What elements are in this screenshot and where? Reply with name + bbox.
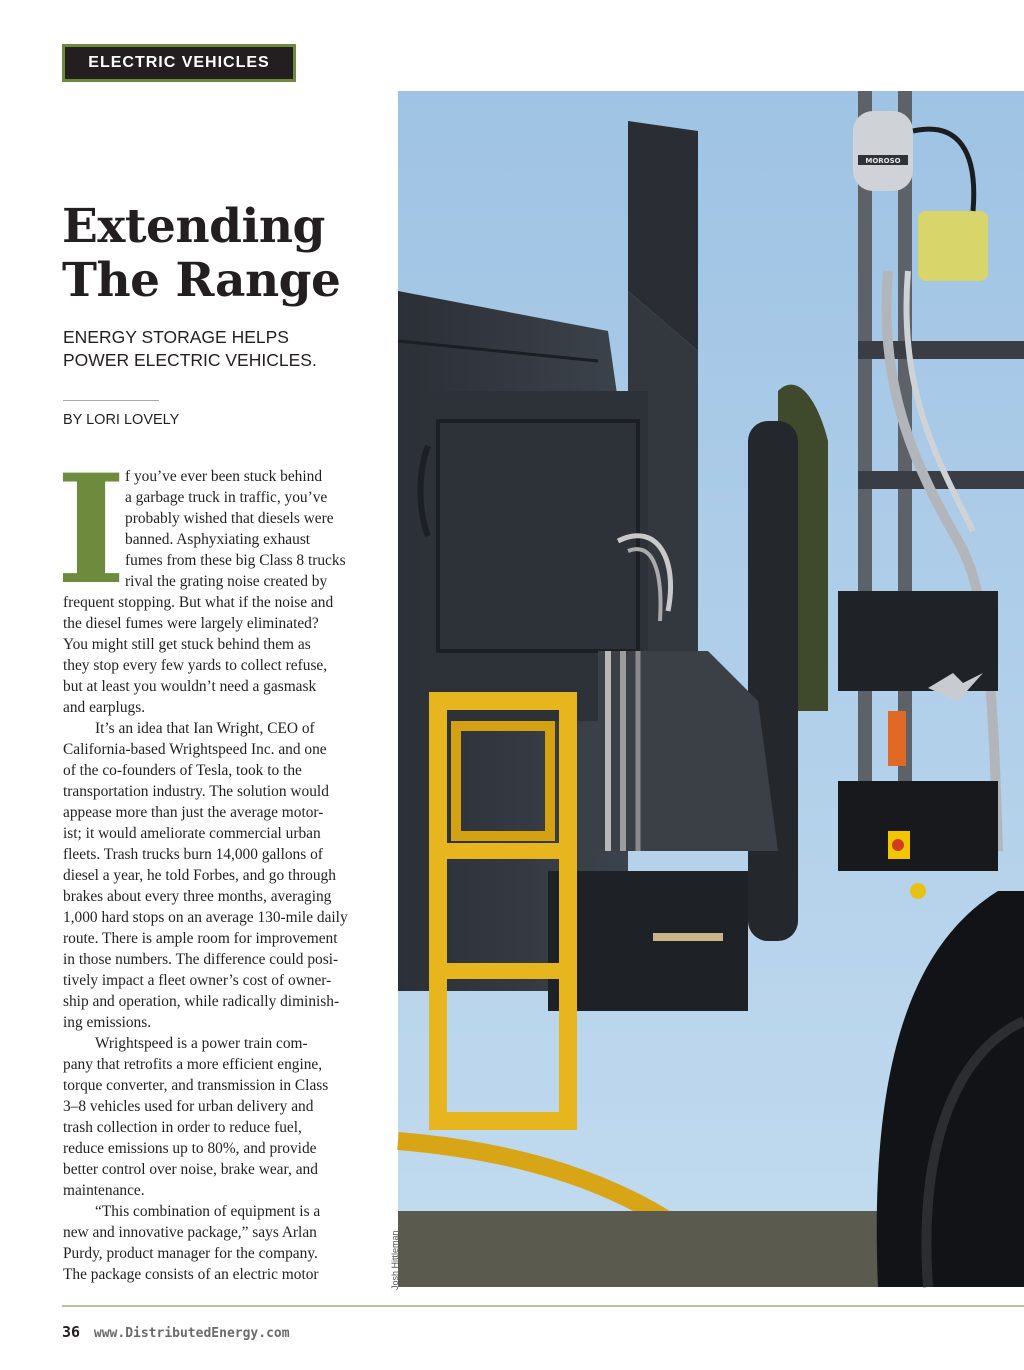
body-line: torque converter, and transmission in Class [63, 1077, 329, 1094]
body-line: f you’ve ever been stuck behind [125, 468, 323, 485]
body-line: but at least you wouldn’t need a gasmask [63, 678, 317, 695]
article-title [62, 200, 392, 308]
body-line: ing emissions. [63, 1014, 152, 1031]
page-footer [62, 1323, 290, 1341]
body-line: The package consists of an electric motor [63, 1266, 319, 1283]
body-line: Purdy, product manager for the company. [63, 1245, 318, 1262]
body-line: new and innovative package,” says Arlan [63, 1224, 317, 1241]
body-line: route. There is ample room for improvement [63, 930, 338, 947]
body-line: ship and operation, while radically diminish- [63, 993, 340, 1010]
canister-badge: MOROSO [865, 157, 901, 165]
body-line: 1,000 hard stops on an average 130-mile daily [63, 909, 348, 926]
body-line: California-based Wrightspeed Inc. and one [63, 741, 327, 758]
deck-line-1: ENERGY STORAGE HELPS [63, 327, 289, 347]
body-line: It’s an idea that Ian Wright, CEO of [95, 720, 315, 737]
title-line-2: The Range [62, 253, 341, 308]
body-line: and earplugs. [63, 699, 146, 716]
body-line: they stop every few yards to collect refuse, [63, 657, 328, 674]
body-line: the diesel fumes were largely eliminated? [63, 615, 319, 632]
body-line: You might still get stuck behind them as [63, 636, 311, 653]
byline-divider [63, 400, 159, 401]
body-line: diesel a year, he told Forbes, and go through [63, 867, 336, 884]
body-line: transportation industry. The solution would [63, 783, 329, 800]
body-line: trash collection in order to reduce fuel, [63, 1119, 302, 1136]
website-url: www.DistributedEnergy.com [93, 1326, 290, 1341]
body-line: maintenance. [63, 1182, 145, 1199]
section-tag [62, 44, 296, 82]
body-line: frequent stopping. But what if the noise and [63, 594, 334, 611]
body-line: fumes from these big Class 8 trucks [125, 552, 346, 569]
body-line: ist; it would ameliorate commercial urban [63, 825, 321, 842]
electric-motor-housing [838, 591, 998, 691]
body-line: appease more than just the average motor- [63, 804, 324, 821]
coolant-reservoir [918, 211, 988, 281]
body-line: banned. Asphyxiating exhaust [125, 531, 311, 548]
body-line: better control over noise, brake wear, and [63, 1161, 318, 1178]
truck-photo [398, 91, 1024, 1287]
body-line: in those numbers. The difference could posi- [63, 951, 339, 968]
body-line: fleets. Trash trucks burn 14,000 gallons of [63, 846, 323, 863]
body-line: Wrightspeed is a power train com- [95, 1035, 308, 1052]
body-line: 3–8 vehicles used for urban delivery and [63, 1098, 314, 1115]
body-line: “This combination of equipment is a [95, 1203, 321, 1220]
footer-divider [62, 1305, 1024, 1307]
body-line: of the co-founders of Tesla, took to the [63, 762, 302, 779]
body-line: reduce emissions up to 80%, and provide [63, 1140, 317, 1157]
exhaust-stack [748, 421, 798, 941]
photo-credit: Josh Hittleman [390, 1230, 400, 1290]
filter-canister [853, 111, 913, 191]
drop-cap-letter: I [55, 442, 127, 618]
article-body [63, 466, 383, 1285]
orange-connector [888, 711, 906, 766]
truck-photo-illustration [398, 91, 1024, 1287]
page-number: 36 [62, 1323, 81, 1341]
body-line: tively impact a fleet owner’s cost of owner- [63, 972, 332, 989]
byline: BY LORI LOVELY [63, 412, 180, 428]
body-line: a garbage truck in traffic, you’ve [125, 489, 328, 506]
body-line: rival the grating noise created by [125, 573, 328, 590]
body-line: brakes about every three months, averaging [63, 888, 332, 905]
title-line-1: Extending [62, 199, 325, 254]
deck-line-2: POWER ELECTRIC VEHICLES. [63, 350, 317, 370]
body-line: pany that retrofits a more efficient engine, [63, 1056, 323, 1073]
article-deck [63, 326, 383, 372]
section-label: ELECTRIC VEHICLES [88, 54, 270, 71]
body-line: probably wished that diesels were [125, 510, 334, 527]
